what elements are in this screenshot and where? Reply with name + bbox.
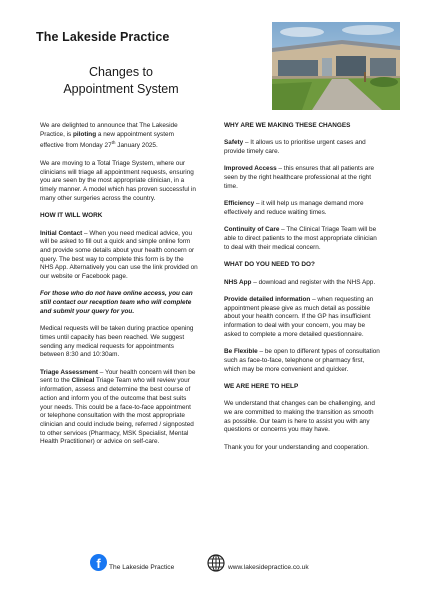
improved-access-paragraph: Improved Access – this ensures that all patients are seen by the right healthcare professional at the right time. (224, 165, 375, 190)
notice-title (36, 64, 206, 98)
triage-assessment-paragraph: Triage Assessment – Your health concern will then be sent to the Clinical Triage Team who will review your information, assess and determine the best course of action and inform you of the outcome that best suits your needs. This could be a face-to-face appointment or telephone consultation with the most appropriate clinician and could include being, referred / signposted to other services (Pharmacy, MSK Specialist, Mental Health Practitioner) or advice on self-care. (40, 368, 196, 446)
medical-requests-paragraph: Medical requests will be taken during practice opening times until capacity has been reached. We suggest sending any medical requests for appointments between 8:30 and 10:30am. (40, 325, 194, 359)
here-to-help-heading: WE ARE HERE TO HELP (224, 382, 299, 390)
no-online-access-paragraph: For those who do not have online access, you can still contact our reception team who will complete and submit your query for you. (40, 290, 193, 315)
practice-name: The Lakeside Practice (36, 30, 170, 44)
detailed-info-paragraph: Provide detailed information – when requesting an appointment please give as much detail as possible about your health concern. If the GP has insufficient information to deal with your concern, you may be asked to complete a more detailed questionnaire. (224, 295, 374, 338)
notice-title-line-1: Changes to (89, 65, 153, 79)
here-to-help-paragraph: We understand that changes can be challenging, and we are committed to making the transition as smooth as possible. Our team is here to assist you with any questions or concerns you may have. (224, 400, 375, 434)
globe-icon (207, 554, 225, 572)
right-column (224, 122, 382, 461)
facebook-label[interactable]: The Lakeside Practice (109, 564, 175, 571)
left-column (40, 122, 198, 456)
efficiency-paragraph: Efficiency – it will help us manage demand more effectively and reduce waiting times. (224, 200, 364, 216)
intro-paragraph: We are delighted to announce that The Lakeside Practice, is piloting a new appointment system effective from Monday 27th January 2025. (40, 122, 178, 150)
safety-paragraph: Safety – It allows us to prioritise urgent cases and provide timely care. (224, 139, 366, 156)
footer (0, 554, 424, 576)
what-to-do-heading: WHAT DO YOU NEED TO DO? (224, 261, 315, 269)
surgery-building-photo (272, 22, 400, 110)
how-it-works-heading: HOW IT WILL WORK (40, 212, 103, 220)
facebook-icon[interactable]: f (90, 554, 107, 571)
initial-contact-paragraph: Initial Contact – When you need medical advice, you will be asked to fill out a quick and simple online form and provide some details about your health concern or query. The best way to complete this form is by the NHS App. Alternatively you can use the link provided on our website or Facebook page. (40, 229, 198, 281)
website-link[interactable]: www.lakesidepractice.co.uk (228, 564, 309, 571)
thank-you-paragraph: Thank you for your understanding and cooperation. (224, 443, 369, 451)
triage-system-paragraph: We are moving to a Total Triage System, where our clinicians will triage all appointment requests, ensuring you are seen by the most appropriate clinician, in a timely manner. A model which has proven successful in many other surgeries across the country. (40, 159, 196, 202)
continuity-paragraph: Continuity of Care – The Clinical Triage Team will be able to direct patients to the most appropriate clinician to deal with their medical concern. (224, 226, 377, 251)
be-flexible-paragraph: Be Flexible – be open to different types of consultation such as face-to-face, telephone or pharmacy first, which may be more convenient and quicker. (224, 348, 380, 373)
notice-title-line-2: Appointment System (63, 82, 179, 96)
nhs-app-paragraph: NHS App – download and register with the NHS App. (224, 278, 376, 286)
why-changes-heading: WHY ARE WE MAKING THESE CHANGES (224, 122, 351, 129)
